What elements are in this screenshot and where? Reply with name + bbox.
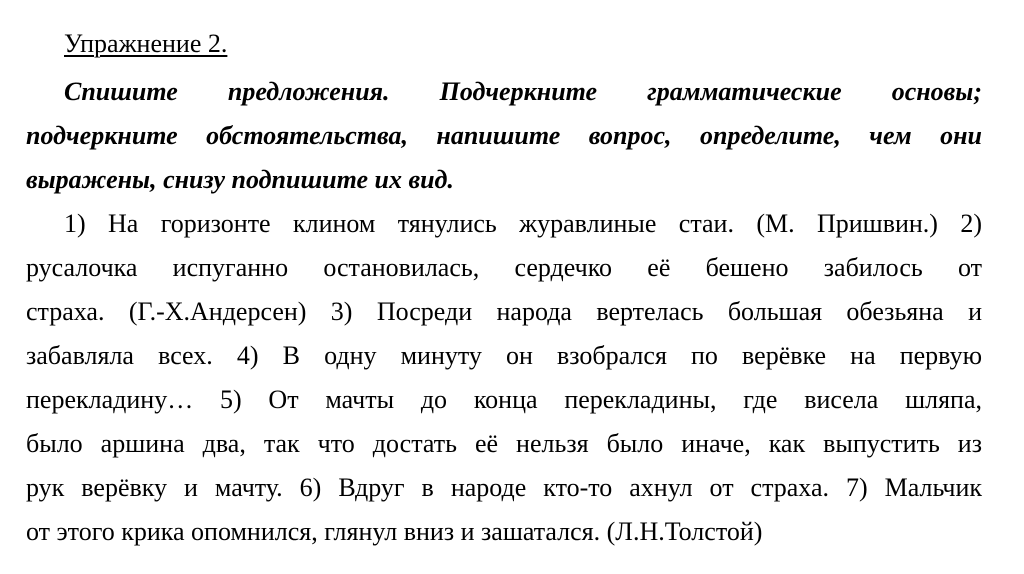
text-line: рук верёвку и мачту. 6) Вдруг в народе кто-то ахнул от страха. 7) Мальчик (26, 473, 982, 502)
text-line: забавляла всех. 4) В одну минуту он взобрался по верёвке на первую (26, 341, 982, 370)
text-line: 1) На горизонте клином тянулись журавлиные стаи. (М. Пришвин.) 2) (64, 209, 982, 238)
instruction-line: выражены, снизу подпишите их вид. (26, 165, 454, 194)
instruction-line: подчеркните обстоятельства, напишите вопрос, определите, чем они (26, 121, 982, 150)
exercise-title: Упражнение 2. (64, 29, 228, 58)
instruction-line: Спишите предложения. Подчеркните грамматические основы; (64, 77, 982, 106)
text-line: перекладину… 5) От мачты до конца перекладины, где висела шляпа, (26, 385, 982, 414)
text-line: страха. (Г.-Х.Андерсен) 3) Посреди народа вертелась большая обезьяна и (26, 297, 982, 326)
exercise-instruction (26, 70, 982, 202)
text-line: было аршина два, так что достать её нельзя было иначе, как выпустить из (26, 429, 982, 458)
text-line: русалочка испуганно остановилась, сердечко её бешено забилось от (26, 253, 982, 282)
document-page (26, 20, 982, 560)
text-line: от этого крика опомнился, глянул вниз и зашатался. (Л.Н.Толстой) (26, 517, 763, 546)
exercise-text (26, 202, 982, 554)
